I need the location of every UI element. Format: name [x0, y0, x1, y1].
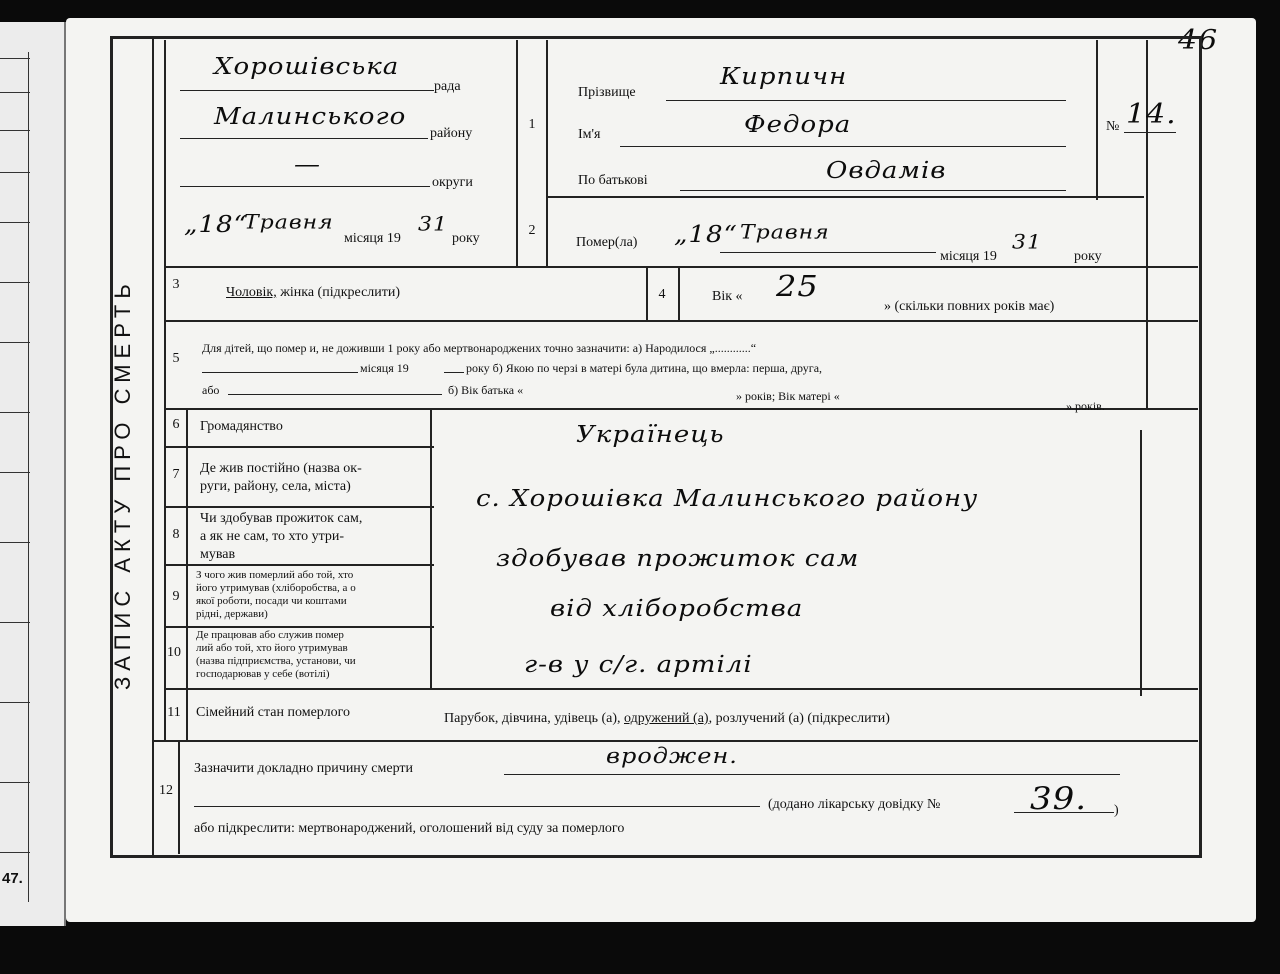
marital-label: Сімейний стан померлого	[196, 705, 350, 720]
workplace-label-2: лий або той, хто його утримував	[196, 642, 348, 654]
value-right-divider	[1140, 430, 1142, 696]
medical-certificate-label: (додано лікарську довідку №	[768, 797, 941, 812]
infant-order-blank	[228, 394, 442, 395]
row11-bottom-rule	[152, 740, 1198, 742]
okruga-line	[180, 186, 430, 187]
died-year: 31	[1012, 231, 1042, 254]
sex-female-label: жінка (підкреслити)	[280, 285, 401, 300]
act-number-label: №	[1106, 119, 1120, 134]
income-source-label-3: якої роботи, посади чи коштами	[196, 595, 347, 607]
died-month-line	[720, 252, 936, 253]
row-number-12: 12	[159, 783, 173, 798]
header-month: Травня	[244, 211, 334, 234]
header-year-label: року	[452, 231, 480, 246]
marital-option-married: одружений (а)	[624, 711, 709, 726]
row-number-7: 7	[172, 467, 180, 482]
act-number-line	[1124, 132, 1176, 133]
rayon-label: району	[430, 126, 473, 141]
age-label: Вік «	[712, 289, 743, 304]
workplace-label-3: (назва підприємства, установи, чи	[196, 655, 356, 667]
row5-bottom-rule	[164, 408, 1198, 410]
header-month-label: місяця 19	[344, 231, 401, 246]
died-year-label: року	[1074, 249, 1102, 264]
value-column-divider	[430, 410, 432, 690]
residence-value: с. Хорошівка Малинського району	[476, 485, 979, 513]
patronymic-value: Овдамів	[826, 157, 947, 185]
name-value: Федора	[744, 111, 852, 139]
left-page-rule	[0, 622, 30, 623]
livelihood-value: здобував прожиток сам	[496, 545, 860, 573]
label-number-divider	[186, 408, 188, 742]
marital-option-single: Парубок, дівчина, удівець (а),	[444, 711, 621, 726]
left-page-rule	[0, 92, 30, 93]
infant-line-2-blank	[202, 372, 358, 373]
number-column-divider	[164, 40, 166, 740]
cause-label: Зазначити докладно причину смерти	[194, 761, 414, 776]
infant-line-2b: року б) Якою по черзі в матері була дитина, що вмерла: перша, друга,	[466, 361, 823, 375]
title-column-divider	[152, 36, 154, 858]
name-label: Ім'я	[578, 127, 601, 142]
corner-number: 46	[1178, 24, 1219, 57]
died-month: Травня	[740, 221, 830, 244]
residence-label-1: Де жив постійно (назва ок-	[200, 461, 362, 476]
workplace-label-1: Де працював або служив помер	[196, 629, 344, 641]
left-page-rule	[0, 782, 30, 783]
income-source-label-1: З чого жив померлий або той, хто	[196, 569, 354, 581]
left-page-edge	[0, 22, 66, 926]
died-label: Помер(ла)	[576, 235, 638, 250]
livelihood-label-1: Чи здобував прожиток сам,	[200, 511, 363, 526]
died-month-label: місяця 19	[940, 249, 997, 264]
stillborn-note: або підкреслити: мертвонароджений, оголошений від суду за померлого	[194, 821, 625, 836]
infant-line-3b: б) Вік батька «	[448, 383, 524, 397]
row-number-4: 4	[658, 287, 666, 302]
act-no-divider	[1096, 40, 1098, 200]
sex-male-label: Чоловік,	[226, 285, 277, 300]
header-bottom-rule	[164, 266, 1198, 268]
left-page-rule	[0, 542, 30, 543]
row8-bottom-rule	[164, 564, 434, 566]
row-number-6: 6	[172, 417, 180, 432]
row6-bottom-rule	[164, 446, 434, 448]
left-page-number: 47.	[2, 870, 23, 887]
livelihood-label-2: а як не сам, то хто утри-	[200, 529, 345, 544]
sex-male-option	[226, 286, 400, 300]
row-num-divider	[546, 40, 548, 266]
row-number-2: 2	[528, 223, 536, 238]
row-number-5: 5	[172, 351, 180, 366]
left-page-rule	[28, 52, 29, 902]
citizenship-value: Українець	[576, 421, 725, 449]
row-number-10: 10	[167, 645, 181, 660]
left-page-rule	[0, 472, 30, 473]
age-suffix: » (скільки повних років має)	[884, 299, 1055, 314]
infant-line-3a: або	[202, 383, 220, 397]
citizenship-label: Громадянство	[200, 419, 283, 434]
certificate-close-paren: )	[1114, 803, 1119, 818]
act-number-value: 14.	[1126, 98, 1177, 131]
livelihood-label-3: мував	[200, 547, 236, 562]
died-day: „18“	[674, 221, 738, 249]
marital-option-rest: , розлучений (а) (підкреслити)	[708, 711, 890, 726]
cause-value: вроджен.	[606, 743, 738, 769]
left-page-rule	[0, 342, 30, 343]
row1-bottom-rule	[548, 196, 1144, 198]
okruga-value: —	[294, 151, 321, 179]
left-page-rule	[0, 412, 30, 413]
row-number-1: 1	[528, 117, 536, 132]
infant-line-3d: » років.	[1066, 399, 1105, 413]
left-page-rule	[0, 58, 30, 59]
name-line	[620, 146, 1066, 147]
rada-value: Хорошівська	[214, 53, 400, 81]
row-number-8: 8	[172, 527, 180, 542]
left-page-rule	[0, 130, 30, 131]
cause-line-1	[504, 774, 1120, 775]
infant-line-3c: » років; Вік матері «	[736, 389, 840, 403]
row4-divider	[678, 268, 680, 320]
surname-label: Прізвище	[578, 85, 636, 100]
cause-line-2	[194, 806, 760, 807]
header-day: „18“	[184, 211, 248, 239]
row3-bottom-rule	[164, 320, 1198, 322]
income-source-value: від хліборобства	[550, 595, 804, 623]
vertical-form-title: ЗАПИС АКТУ ПРО СМЕРТЬ	[110, 278, 135, 690]
okruga-label: округи	[432, 175, 473, 190]
medical-certificate-number: 39.	[1030, 781, 1088, 817]
row-number-9: 9	[172, 589, 180, 604]
rada-label: рада	[434, 79, 461, 94]
age-value: 25	[776, 268, 819, 304]
left-page-rule	[0, 172, 30, 173]
right-margin-divider	[1146, 40, 1148, 410]
row9-bottom-rule	[164, 626, 434, 628]
infant-year-blank	[444, 372, 464, 373]
surname-value: Кирпичн	[720, 63, 848, 91]
row7-bottom-rule	[164, 506, 434, 508]
left-page-rule	[0, 222, 30, 223]
infant-line-1: Для дітей, що помер и, не доживши 1 року або мертвонароджених точно зазначити: а) Народилося „............“	[202, 341, 757, 355]
left-page-rule	[0, 852, 30, 853]
header-year: 31	[418, 213, 448, 236]
marital-options	[444, 712, 890, 726]
patronymic-line	[680, 190, 1066, 191]
residence-label-2: руги, району, села, міста)	[200, 479, 351, 494]
rada-line	[180, 90, 434, 91]
row10-bottom-rule	[164, 688, 1198, 690]
infant-line-2a: місяця 19	[360, 361, 409, 375]
rayon-line	[180, 138, 428, 139]
left-page-rule	[0, 702, 30, 703]
income-source-label-4: рідні, держави)	[196, 608, 268, 620]
row-number-11: 11	[167, 705, 181, 720]
left-page-rule	[0, 282, 30, 283]
workplace-label-4: господарював у себе (вотілі)	[196, 668, 330, 680]
row-number-3: 3	[172, 277, 180, 292]
rayon-value: Малинського	[214, 103, 407, 131]
workplace-value: г-в у с/г. артілі	[524, 651, 753, 679]
surname-line	[666, 100, 1066, 101]
income-source-label-2: його утримував (хліборобства, а о	[196, 582, 356, 594]
patronymic-label: По батькові	[578, 173, 648, 188]
